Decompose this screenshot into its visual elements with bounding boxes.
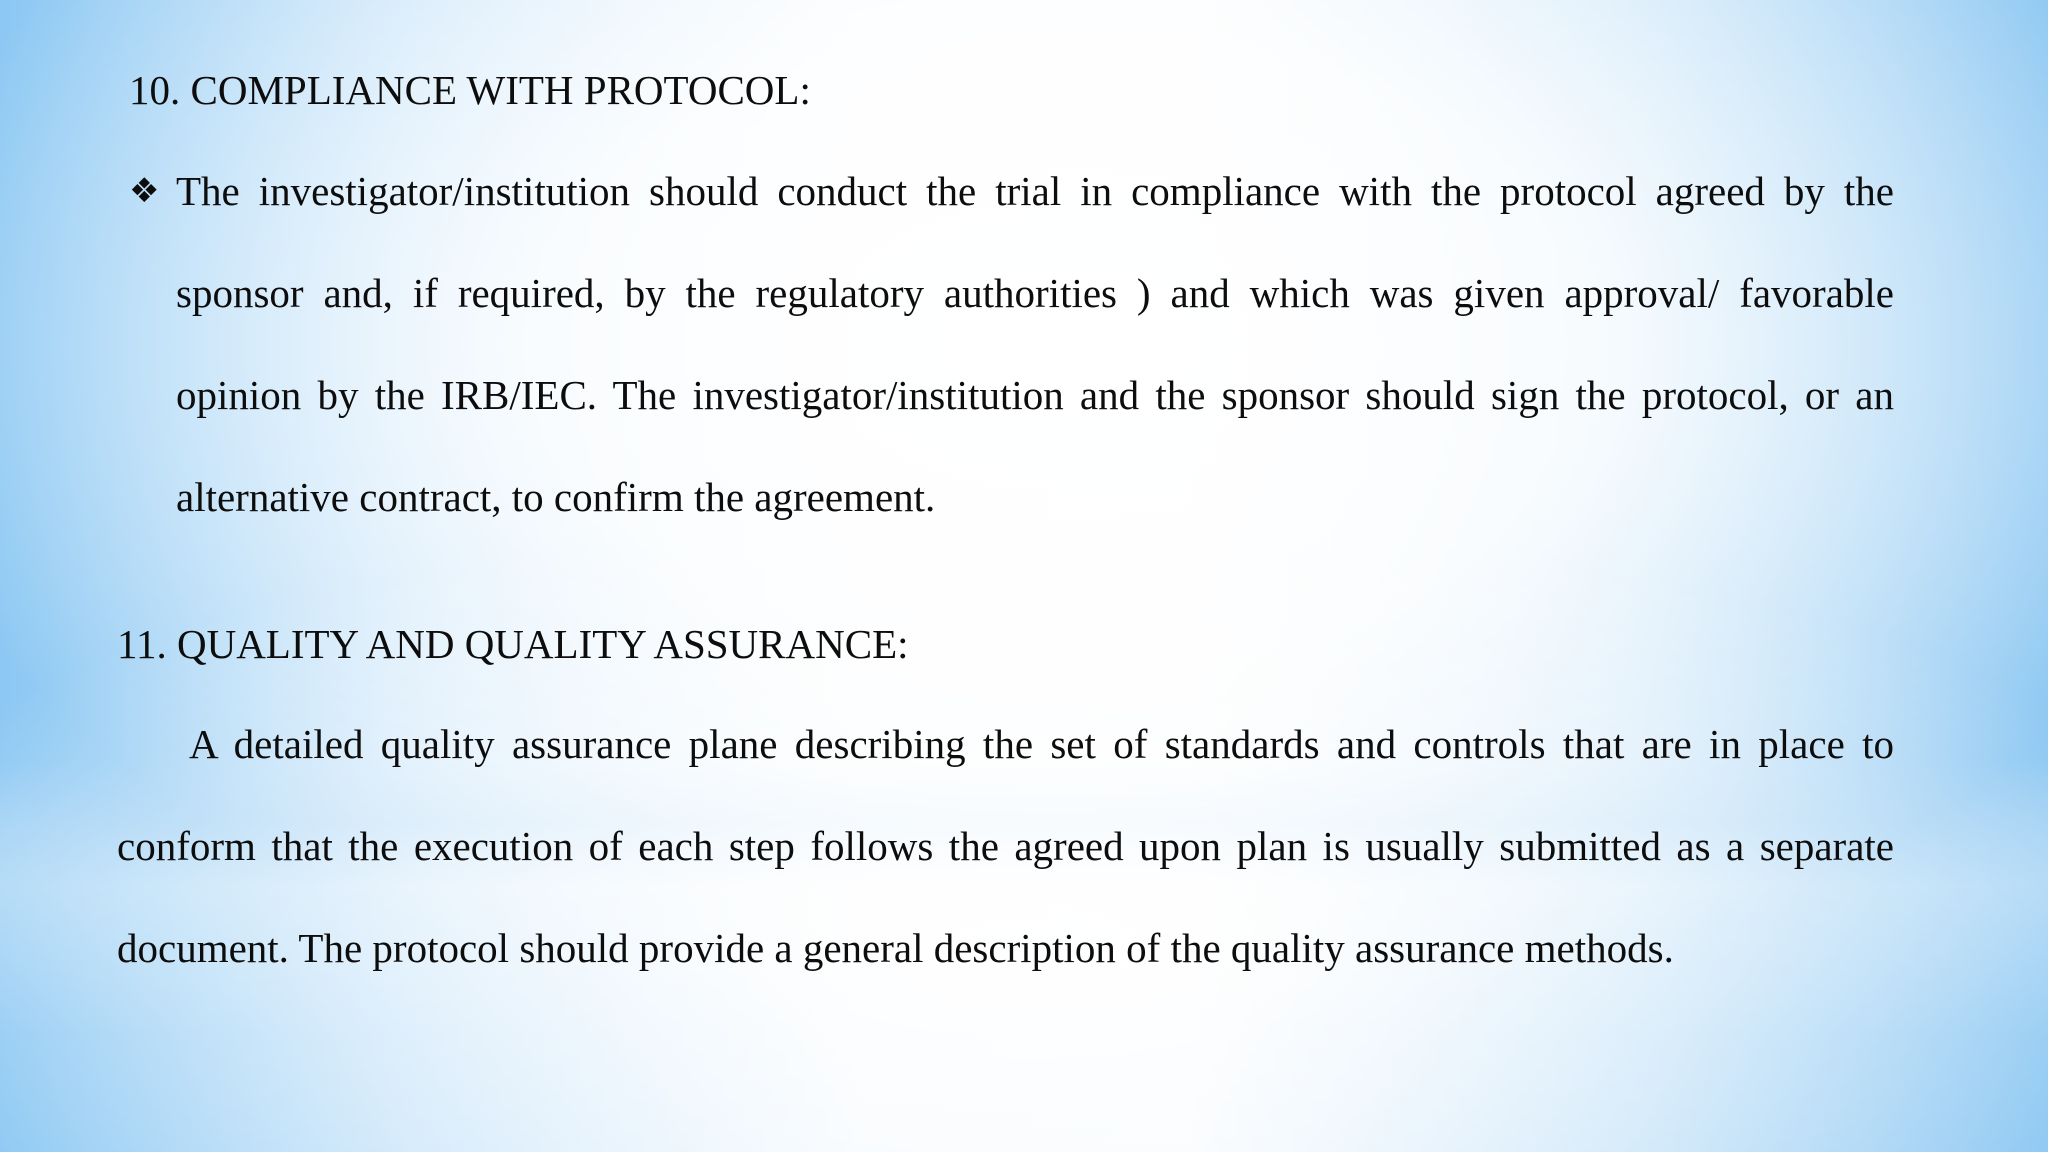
bullet-diamond-icon: ❖ — [129, 171, 160, 211]
section-10-heading: 10. COMPLIANCE WITH PROTOCOL: — [129, 67, 811, 113]
section-10-paragraph: The investigator/institution should conduct the trial in compliance with the protocol agreed by the sponsor and, if required, by the regulatory authorities ) and which was given approval/ favorable opinion by the IRB/IEC. The investigator/institution and the sponsor should sign the protocol, or an alternative contract, to confirm the agreement. — [176, 168, 1894, 520]
section-11-paragraph: A detailed quality assurance plane describing the set of standards and controls that are in place to conform that the execution of each step follows the agreed upon plan is usually submitted as a separate document. The protocol should provide a general description of the quality assurance methods. — [117, 721, 1894, 971]
section-11-heading: 11. QUALITY AND QUALITY ASSURANCE: — [117, 621, 909, 667]
